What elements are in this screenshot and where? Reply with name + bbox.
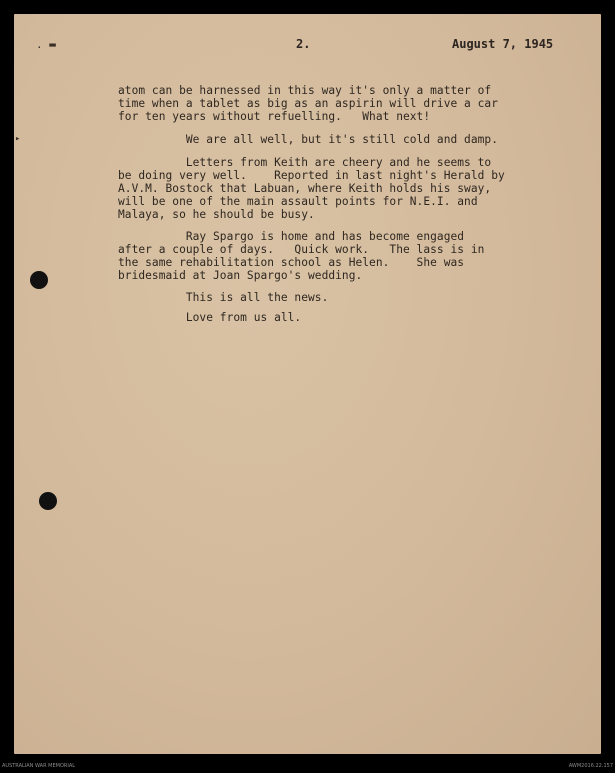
margin-mark-left: ▸ [15,134,21,144]
body-line: Malaya, so he should be busy. [118,208,315,221]
body-line: will be one of the main assault points for N.E.I. and [118,195,478,208]
body-line: Ray Spargo is home and has become engaged [118,230,465,243]
body-line: This is all the news. [118,291,329,304]
body-line: atom can be harnessed in this way it's only a matter of [118,84,492,97]
punch-hole-upper [30,271,48,289]
body-line: be doing very well. Reported in last night's Herald by [118,169,505,182]
letter-date: August 7, 1945 [452,37,554,51]
letter-page [14,14,601,754]
body-line: bridesmaid at Joan Spargo's wedding. [118,269,363,282]
body-line: for ten years without refuelling. What next! [118,110,431,123]
punch-hole-lower [39,492,57,510]
body-line: after a couple of days. Quick work. The lass is in [118,243,485,256]
margin-mark-top-left: . ▬ [36,38,56,51]
footer-archive-name: AUSTRALIAN WAR MEMORIAL [2,763,76,769]
footer-item-id: AWM2016.22.157 [568,763,613,769]
page-number: 2. [296,37,311,51]
body-line: Love from us all. [118,311,302,324]
body-line: A.V.M. Bostock that Labuan, where Keith holds his sway, [118,182,492,195]
body-line: We are all well, but it's still cold and damp. [118,133,498,146]
body-line: the same rehabilitation school as Helen. She was [118,256,465,269]
body-line: time when a tablet as big as an aspirin will drive a car [118,97,498,110]
body-line: Letters from Keith are cheery and he seems to [118,156,492,169]
